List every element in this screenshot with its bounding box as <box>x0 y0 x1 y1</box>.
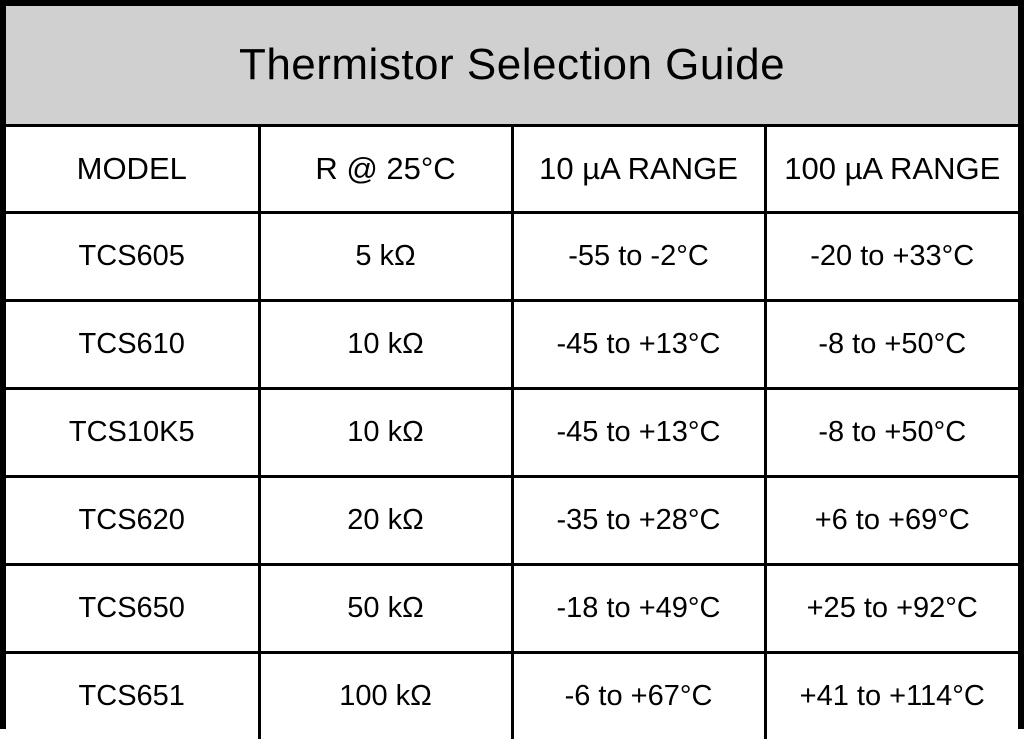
cell-range-10ua: -18 to +49°C <box>512 565 765 653</box>
cell-model: TCS651 <box>6 653 259 739</box>
title-row <box>6 6 1018 126</box>
cell-range-100ua: +6 to +69°C <box>765 477 1018 565</box>
table-row <box>6 389 1018 477</box>
column-header-range-10ua: 10 µA RANGE <box>512 126 765 213</box>
table-header-row <box>6 126 1018 213</box>
cell-range-100ua: -20 to +33°C <box>765 213 1018 301</box>
cell-range-10ua: -45 to +13°C <box>512 301 765 389</box>
cell-model: TCS650 <box>6 565 259 653</box>
cell-resistance: 50 kΩ <box>259 565 512 653</box>
cell-resistance: 100 kΩ <box>259 653 512 739</box>
cell-range-100ua: -8 to +50°C <box>765 301 1018 389</box>
cell-model: TCS605 <box>6 213 259 301</box>
cell-resistance: 10 kΩ <box>259 301 512 389</box>
column-header-range-100ua: 100 µA RANGE <box>765 126 1018 213</box>
cell-resistance: 20 kΩ <box>259 477 512 565</box>
table-row <box>6 477 1018 565</box>
cell-range-10ua: -6 to +67°C <box>512 653 765 739</box>
cell-range-100ua: -8 to +50°C <box>765 389 1018 477</box>
column-header-resistance: R @ 25°C <box>259 126 512 213</box>
thermistor-selection-table <box>6 6 1018 739</box>
cell-range-10ua: -45 to +13°C <box>512 389 765 477</box>
cell-range-100ua: +25 to +92°C <box>765 565 1018 653</box>
cell-model: TCS10K5 <box>6 389 259 477</box>
table-row <box>6 653 1018 739</box>
cell-range-10ua: -55 to -2°C <box>512 213 765 301</box>
cell-range-100ua: +41 to +114°C <box>765 653 1018 739</box>
column-header-model: MODEL <box>6 126 259 213</box>
selection-guide-container <box>6 6 1018 723</box>
cell-model: TCS610 <box>6 301 259 389</box>
cell-model: TCS620 <box>6 477 259 565</box>
cell-resistance: 10 kΩ <box>259 389 512 477</box>
table-row <box>6 301 1018 389</box>
table-row <box>6 213 1018 301</box>
table-row <box>6 565 1018 653</box>
cell-range-10ua: -35 to +28°C <box>512 477 765 565</box>
page-title: Thermistor Selection Guide <box>6 6 1018 126</box>
cell-resistance: 5 kΩ <box>259 213 512 301</box>
